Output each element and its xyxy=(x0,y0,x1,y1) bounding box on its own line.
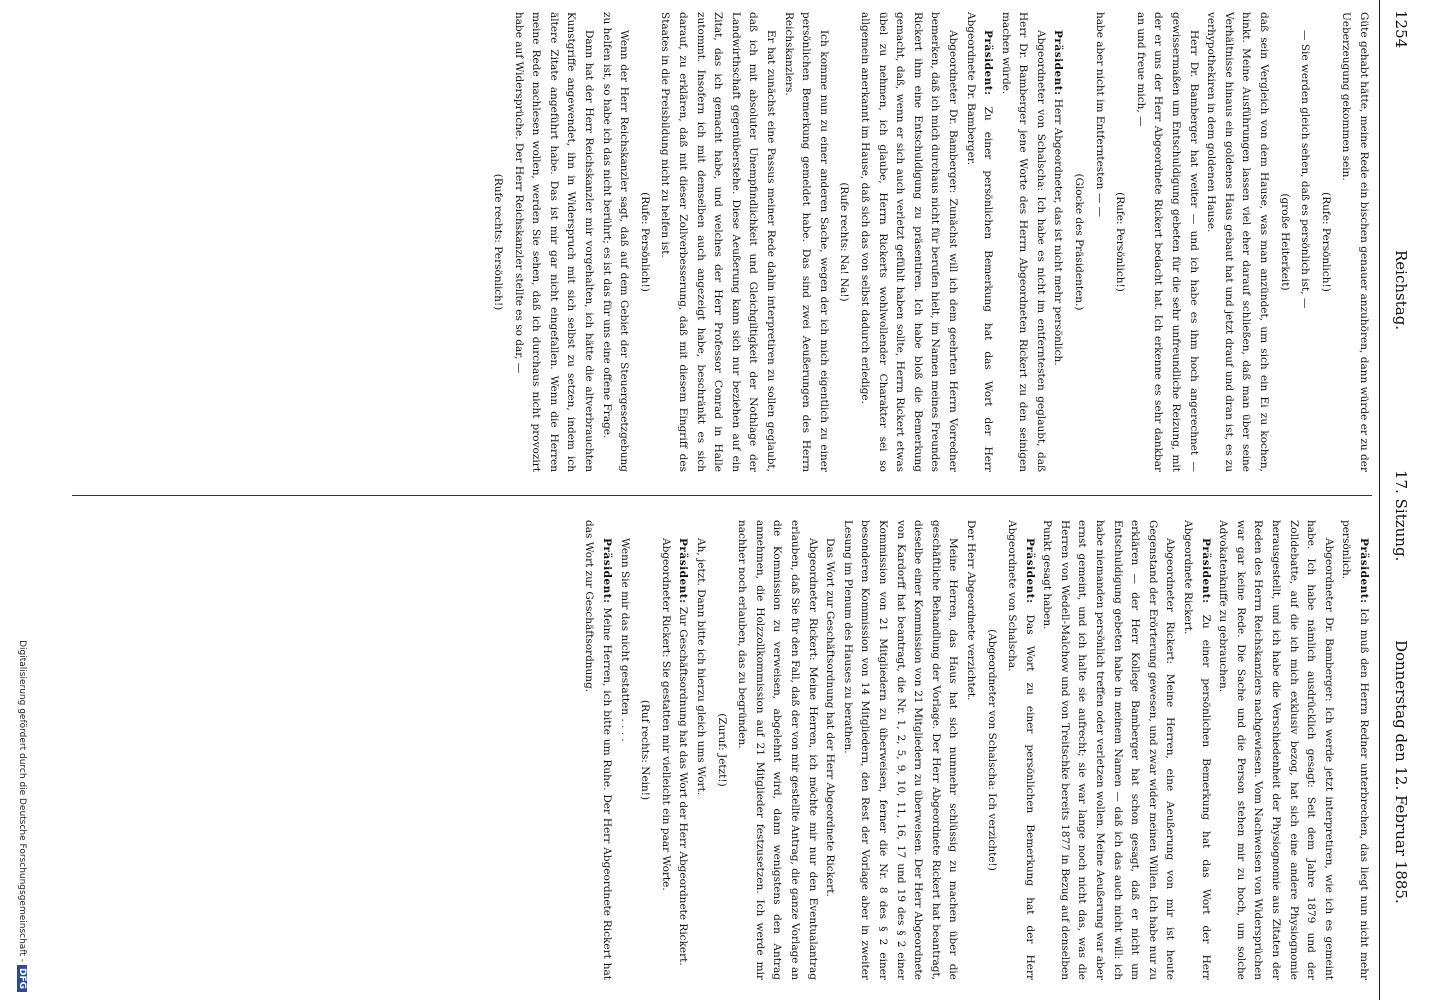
speech-text: Das Wort zu einer persönlichen Bemerkung hat der Herr Abgeordnete von Schalscha. xyxy=(1006,520,1036,980)
paragraph: Güte gehabt hätte, meine Rede ein bischen genauer anzuhören, dann würde er zu der Ueberzeugung gekommen sein. xyxy=(1340,12,1370,472)
stage-direction: (Abgeordneter von Schalscha: Ich verzichte!) xyxy=(985,629,998,871)
paragraph: Abgeordneter Dr. Bamberger: Ich werde jetzt interpretiren, wie ich es gemeint habe. Ich habe nämlich ausdrücklich gesagt: Seit dem Jahre 1879 und der Zolldebatte, auf die ich mich exklusiv bezog, hat sich eine andere Physiognomie herausgestellt, und ich habe die Verschiedenheit der Physiognomie aus Zitaten der Reden des Herrn Reichskanzlers nachgewiesen. Vom Nachweisen von Widersprüchen war gar keine Rede. Die Sache und die Person stehen mir zu hoch, um solche Advokatenkniffe zu gebrauchen. xyxy=(1217,520,1335,980)
paragraph: Abgeordneter Rickert: Meine Herren, ich möchte mir nur den Eventualantrag erlauben, daß Sie für den Fall, daß der von mir gestellte Antrag, die ganze Vorlage an die Kommission zu verweisen, abgelehnt wird, dann wenigstens den Antrag annehmen, die Holzzollkommission auf 21 Mitglieder festzusetzen. Ich werde mir nachher noch erlauben, das zu begründen. xyxy=(736,520,819,980)
stage-direction: (Glocke des Präsidenten.) xyxy=(1073,173,1086,311)
right-column xyxy=(52,520,1372,980)
left-column xyxy=(52,12,1372,472)
paragraph: — Sie werden gleich sehen, daß es persönlich ist, — xyxy=(1299,30,1312,309)
paragraph: Abgeordneter Rickert: Sie gestatten mir vielleicht ein paar Worte. xyxy=(659,538,672,891)
stage-direction: (Ruf rechts: Nein!) xyxy=(639,699,652,801)
paragraph xyxy=(674,520,692,980)
stage-direction: (große Heiterkeit) xyxy=(1278,193,1291,291)
paragraph xyxy=(1337,520,1372,980)
speech-text: Zu einer persönlichen Bemerkung hat das Wort der Herr Abgeordnete Dr. Bamberger. xyxy=(964,12,995,472)
speech-text: Meine Herren, ich bitte um Ruhe. Der Herr Abgeordnete Rickert hat das Wort zur Geschäftsordnung. xyxy=(583,520,614,980)
speaker-name: Präsident: xyxy=(982,30,995,96)
digitization-credit xyxy=(17,640,27,992)
paragraph xyxy=(1178,520,1213,980)
speaker-name: Präsident: xyxy=(1358,538,1370,604)
paragraph xyxy=(1049,12,1067,472)
paragraph: habe aber nicht im Entferntesten — — xyxy=(1093,12,1106,218)
dfg-logo: DFG xyxy=(17,965,27,992)
paragraph xyxy=(580,520,615,980)
credit-text: Digitalisierung gefördert durch die Deutsche Forschungsgemeinschaft - xyxy=(17,640,27,962)
paragraph: daß sein Vergleich von dem Hause, was man anzündet, um sich ein Ei zu kochen, hinkt. Meine Ausführungen lassen viel eher darauf schließen, daß man über seine Verhältnisse hinaus ein goldenes Haus gebaut hat und jetzt drauf und dran ist, es zu verhypothekiren in dem goldenen Hause. xyxy=(1205,12,1271,472)
speech-text: Zur Geschäftsordnung hat das Wort der Herr Abgeordnete Rickert. xyxy=(677,606,690,966)
speaker-name: Präsident: xyxy=(1199,538,1212,604)
paragraph: Dann hat der Herr Reichskanzler mir vorgehalten, ich hätte die altverbrauchten Kunstgriffe angewendet, ihn in Widerspruch mit sich selbst zu setzen, indem ich ältere Zitate angeführt habe. Das ist mir gar nicht eingefallen. Wenn die Herren meine Rede nachlesen wollen, werden Sie sehen, daß ich durchaus nicht provozirt habe auf Widersprüche. Der Herr Reichskanzler stellte es so dar, — xyxy=(512,12,596,472)
speech-text: Zu einer persönlichen Bemerkung hat das Wort der Herr Abgeordnete Rickert. xyxy=(1182,520,1212,980)
paragraph: Abgeordneter Rickert: Meine Herren, eine Aeußerung von mir ist heute Gegenstand der Erörterung gewesen, und zwar wider meinen Willen. Ich habe nur zu erklären — der Herr Kollege Bamberger hat schon gesagt, daß er nicht um Entschuldigung gebeten habe in meinem Namen — daß ich das auch nicht will: ich habe niemanden persönlich treffen oder verletzen wollen. Meine Aeußerung war aber ernst gemeint, und ich halte sie aufrecht; sie war lange noch nicht das, was die Herren von Wedell-Malchow und von Treitschke bereits 1877 in Bezug auf denselben Punkt gesagt haben. xyxy=(1041,520,1177,980)
speech-text: Ich muß den Herrn Redner unterbrechen, das liegt nun nicht mehr persönlich. xyxy=(1340,520,1370,980)
paragraph: Ich komme nun zu einer anderen Sache, wegen der ich mich eigentlich zu einer persönlichen Bemerkung gemeldet habe. Das sind zwei Aeußerungen des Herrn Reichskanzlers. xyxy=(782,12,830,472)
paragraph: Wenn Sie mir das nicht gestatten . . . . xyxy=(618,538,631,742)
speaker-name: Präsident: xyxy=(601,538,614,604)
paragraph: Der Herr Abgeordnete verzichtet. xyxy=(964,520,977,701)
paragraph: Abgeordneter Dr. Bamberger: Zunächst will ich dem geehrten Herrn Vorredner bemerken, daß ich mich durchaus nicht für berufen hielt, im Namen meines Freundes Rickert ihm eine Entschuldigung zu präsentiren. Ich habe bloß die Bemerkung gemacht, daß, wenn er sich auch verletzt gefühlt haben sollte, Herrn Rickert etwas übel zu nehmen, ich glaube, Herrn Rickerts wohlwollender Charakter sei so allgemein anerkannt im Hause, daß sich das von selbst dadurch erledige. xyxy=(858,12,959,472)
stage-direction: (Rufe: Persönlich!) xyxy=(1319,192,1332,292)
session-date: Donnerstag den 12. Februar 1885. xyxy=(1392,640,1410,904)
session-number: 17. Sitzung. xyxy=(1392,470,1410,562)
paragraph: Ah, jetzt. Dann bitte ich hierzu gleich ums Wort. xyxy=(695,538,708,796)
paragraph xyxy=(1003,520,1038,980)
speaker-name: Präsident: xyxy=(1023,538,1036,604)
speaker-name: Präsident: xyxy=(677,538,690,604)
stage-direction: (Zuruf: Jetzt!) xyxy=(715,713,728,787)
stage-direction: (Rufe: Persönlich!) xyxy=(1114,192,1127,292)
paragraph: Meine Herren, das Haus hat sich nunmehr schlüssig zu machen über die geschäftliche Behandlung der Vorlage. Der Herr Abgeordnete Rickert hat beantragt, dieselbe einer Kommission von 21 Mitgliedern zu überweisen. Der Herr Abgeordnete von Kardorff hat beantragt, die Nr. 1, 2, 5, 9, 10, 11, 16, 17 und 19 des § 2 einer Kommission von 21 Mitgliedern zu überweisen, ferner die Nr. 8 des § 2 einer besonderen Kommission von 14 Mitgliedern, den Rest der Vorlage aber in zweiter Lesung im Plenum des Hauses zu berathen. xyxy=(841,520,960,980)
speaker-name: Präsident: xyxy=(1052,30,1065,96)
paragraph: Das Wort zur Geschäftsordnung hat der Herr Abgeordnete Rickert. xyxy=(824,538,837,897)
paragraph: Er hat zunächst eine Passus meiner Rede dahin interpretiren zu sollen geglaubt, daß ich mit absoluter Unempfindlichkeit und Gleichgiltigkeit der Nothlage der Landwirthschaft gegenüberstehe. Diese Aeußerung kann sich nur beziehen auf ein Zitat, das ich gemacht habe, und welches der Herr Professor Conrad in Halle zutommt. Insofern ich mit demselben auch angezeigt habe, beschränkt es sich darauf, zu erklären, daß mit dieser Zollverbesserung, daß mit diesem Eingriff des Staates in die Preisbildung nicht zu helfen ist. xyxy=(659,12,777,472)
column-divider xyxy=(72,495,1372,496)
stage-direction: (Rufe: Persönlich!) xyxy=(638,192,651,292)
paragraph: Wenn der Herr Reichskanzler sagt, daß auf dem Gebiet der Steuergesetzgebung zu helfen ist, so habe ich das nicht berührt; es ist das für uns eine offene Frage. xyxy=(600,12,631,472)
page-header xyxy=(1379,0,1432,1000)
stage-direction: (Rufe rechts: Na! Na!) xyxy=(838,182,851,302)
speech-text: Herr Abgeordneter, das ist nicht mehr persönlich. xyxy=(1052,98,1065,366)
page-number: 1254 xyxy=(1392,10,1410,49)
paragraph: Abgeordneter von Schalscha: Ich habe es nicht im entferntesten geglaubt, daß Herr Dr. Bamberger jene Worte des Herrn Abgeordneten Rickert zu den seinigen machen würde. xyxy=(999,12,1047,472)
paragraph xyxy=(961,12,996,472)
parliament-name: Reichstag. xyxy=(1392,250,1410,331)
stage-direction: (Rufe rechts: Persönlich!) xyxy=(492,173,505,311)
paragraph: Herr Dr. Bamberger hat weiter — und ich habe es ihm hoch angerechnet — gewissermaßen um Entschuldigung gebeten für die sehr unfreundliche Reizung, mit der er uns der Herr Abgeordnete Rickert bedacht hat. Ich erkenne es sehr dankbar an und freue mich, — xyxy=(1134,12,1200,472)
